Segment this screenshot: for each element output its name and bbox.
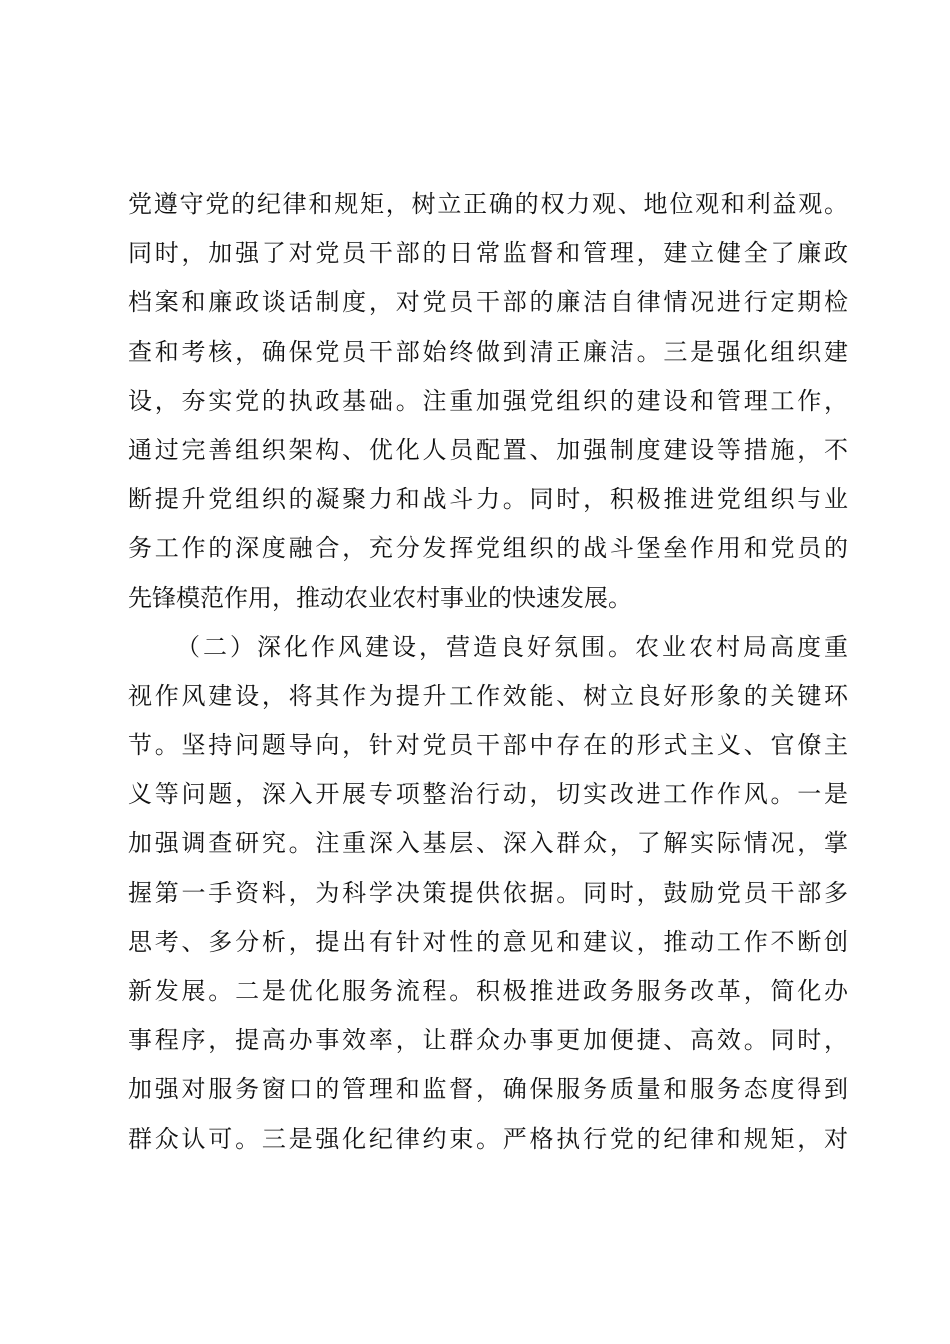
text-line: 义等问题，深入开展专项整治行动，切实改进工作作风。一是 bbox=[128, 780, 848, 809]
text-line: 握第一手资料，为科学决策提供依据。同时，鼓励党员干部多 bbox=[128, 878, 848, 907]
body-text bbox=[128, 180, 848, 1164]
text-line: 断提升党组织的凝聚力和战斗力。同时，积极推进党组织与业 bbox=[128, 485, 848, 514]
text-line: 群众认可。三是强化纪律约束。严格执行党的纪律和规矩，对 bbox=[128, 1124, 848, 1153]
text-line: 思考、多分析，提出有针对性的意见和建议，推动工作不断创 bbox=[128, 927, 848, 956]
text-line: 新发展。二是优化服务流程。积极推进政务服务改革，简化办 bbox=[128, 977, 848, 1005]
text-line: 先锋模范作用，推动农业农村事业的快速发展。 bbox=[128, 583, 632, 612]
text-line: 设，夯实党的执政基础。注重加强党组织的建设和管理工作， bbox=[128, 386, 848, 415]
text-line: 事程序，提高办事效率，让群众办事更加便捷、高效。同时， bbox=[128, 1026, 848, 1055]
text-line: 加强调查研究。注重深入基层、深入群众，了解实际情况，掌 bbox=[128, 829, 848, 858]
text-line: 务工作的深度融合，充分发挥党组织的战斗堡垒作用和党员的 bbox=[128, 534, 848, 563]
text-line: 视作风建设，将其作为提升工作效能、树立良好形象的关键环 bbox=[128, 681, 848, 710]
section-heading-line: （二）深化作风建设，营造良好氛围。农业农村局高度重 bbox=[176, 632, 848, 661]
text-line: 加强对服务窗口的管理和监督，确保服务质量和服务态度得到 bbox=[128, 1075, 848, 1104]
text-line: 查和考核，确保党员干部始终做到清正廉洁。三是强化组织建 bbox=[128, 337, 848, 366]
text-line: 党遵守党的纪律和规矩，树立正确的权力观、地位观和利益观。 bbox=[128, 190, 848, 218]
text-line: 档案和廉政谈话制度，对党员干部的廉洁自律情况进行定期检 bbox=[128, 288, 848, 317]
text-line: 同时，加强了对党员干部的日常监督和管理，建立健全了廉政 bbox=[128, 239, 848, 268]
text-line: 通过完善组织架构、优化人员配置、加强制度建设等措施，不 bbox=[128, 435, 848, 464]
text-line: 节。坚持问题导向，针对党员干部中存在的形式主义、官僚主 bbox=[128, 731, 848, 760]
